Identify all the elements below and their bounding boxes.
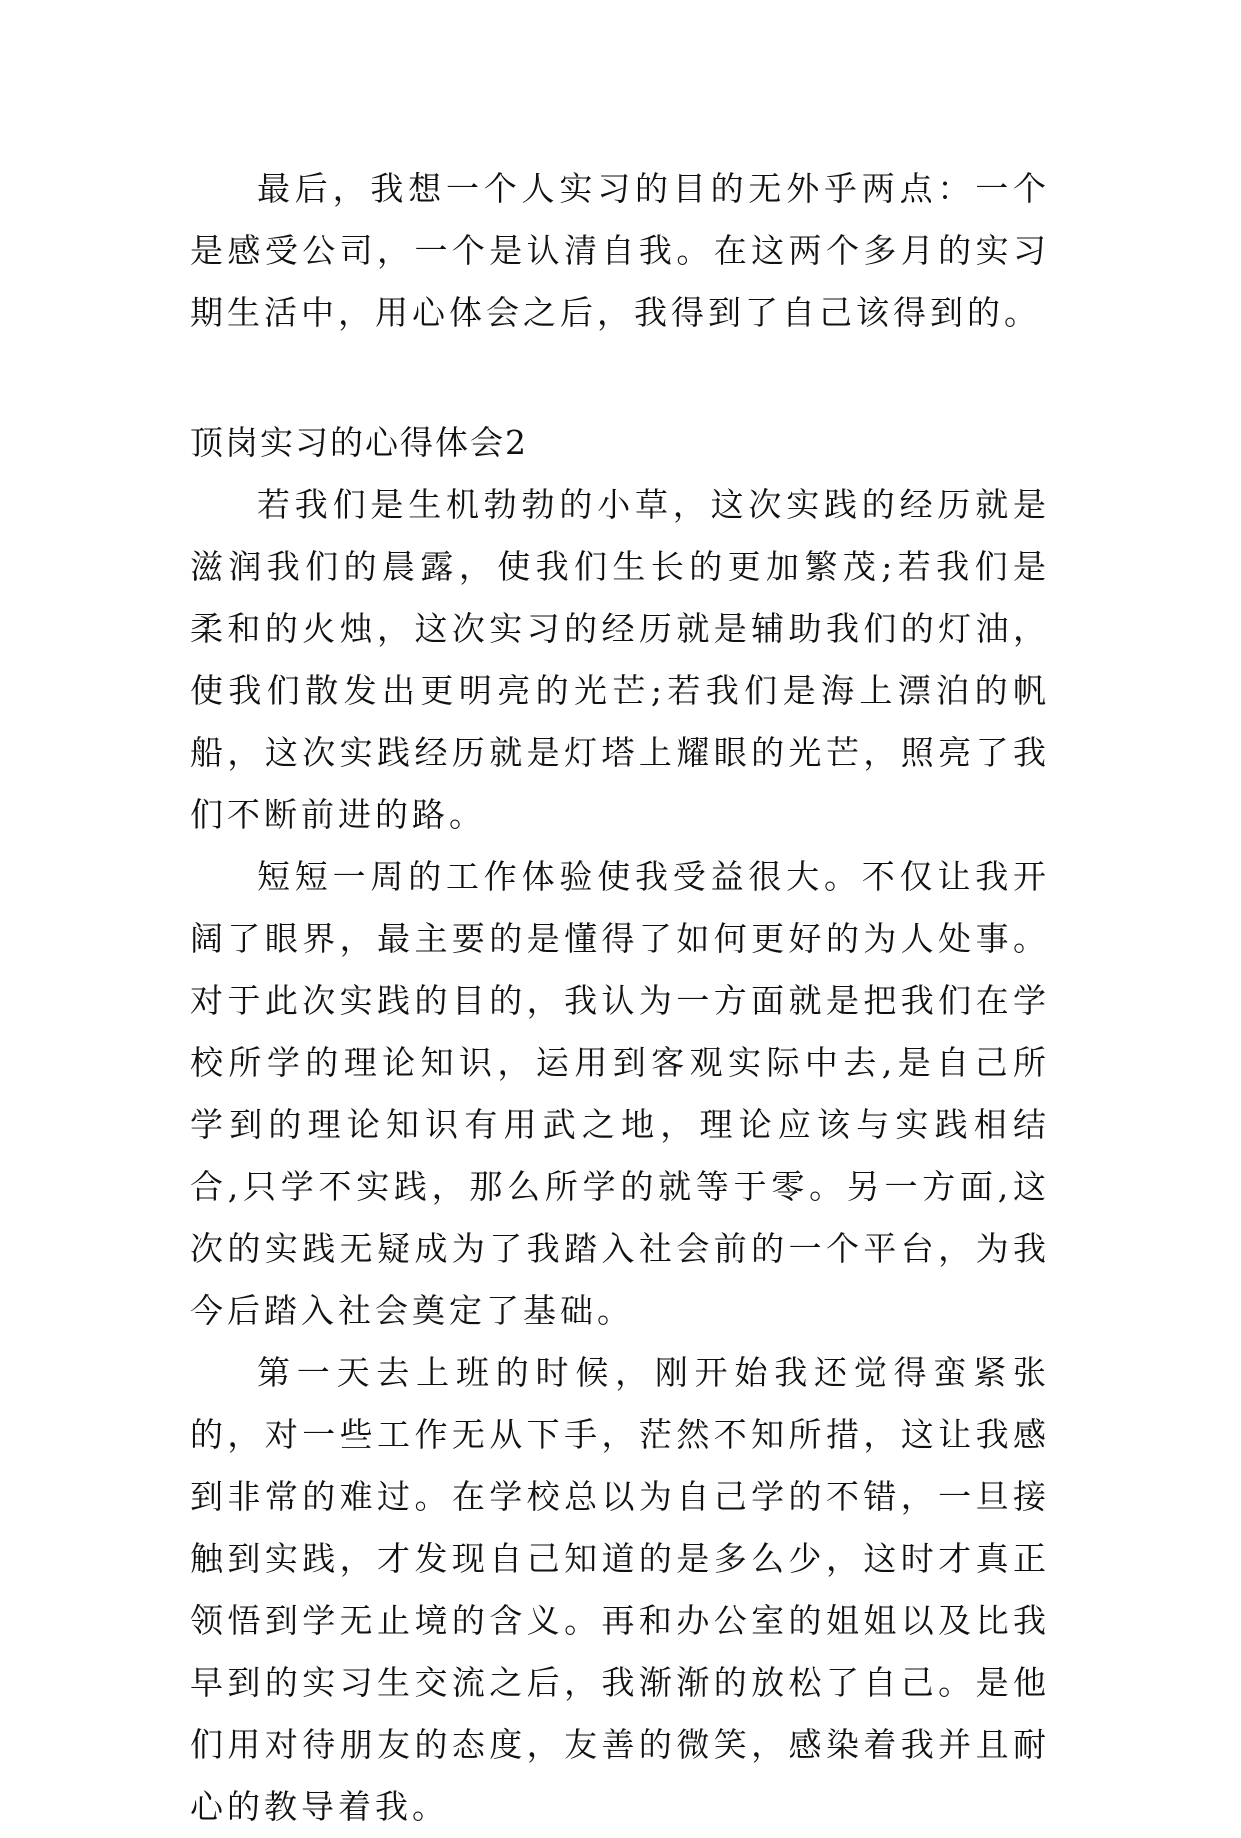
section-title: 顶岗实习的心得体会2	[190, 423, 528, 462]
paragraph-first-day: 第一天去上班的时候，刚开始我还觉得蛮紧张的，对一些工作无从下手，茫然不知所措，这让我感到非常的难过。在学校总以为自己学的不错，一旦接触到实践，才发现自己知道的是多么少，这时才真正领悟到学无止境的含义。再和办公室的姐姐以及比我早到的实习生交流之后，我渐渐的放松了自己。是他们用对待朋友的态度，友善的微笑，感染着我并且耐心的教导着我。	[190, 1353, 1050, 1826]
paragraph-purpose: 短短一周的工作体验使我受益很大。不仅让我开阔了眼界，最主要的是懂得了如何更好的为人处事。对于此次实践的目的，我认为一方面就是把我们在学校所学的理论知识，运用到客观实际中去,是自己所学到的理论知识有用武之地，理论应该与实践相结合,只学不实践，那么所学的就等于零。另一方面,这次的实践无疑成为了我踏入社会前的一个平台，为我今后踏入社会奠定了基础。	[190, 857, 1050, 1330]
paragraph-conclusion: 最后，我想一个人实习的目的无外乎两点：一个是感受公司，一个是认清自我。在这两个多月的实习期生活中，用心体会之后，我得到了自己该得到的。	[190, 169, 1050, 332]
document-body	[190, 158, 1050, 1838]
paragraph-metaphor: 若我们是生机勃勃的小草，这次实践的经历就是滋润我们的晨露，使我们生长的更加繁茂;若我们是柔和的火烛，这次实习的经历就是辅助我们的灯油，使我们散发出更明亮的光芒;若我们是海上漂泊的帆船，这次实践经历就是灯塔上耀眼的光芒，照亮了我们不断前进的路。	[190, 485, 1050, 834]
